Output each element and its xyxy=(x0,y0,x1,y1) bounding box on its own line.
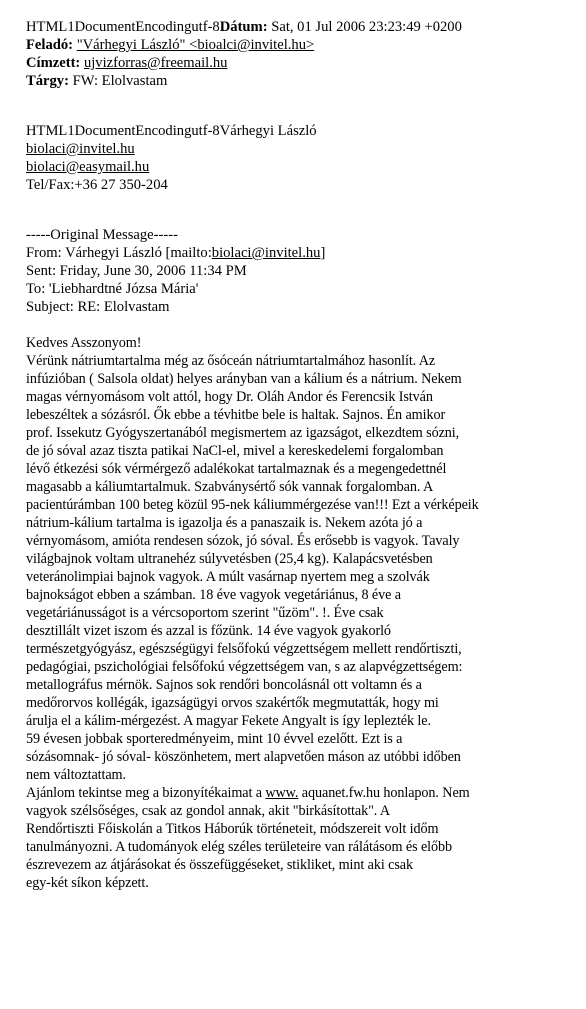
body-line: lévő étkezési sók vérmérgező adalékokat tartalmaznak és a megengedettnél xyxy=(26,461,447,477)
signature-block xyxy=(26,122,582,194)
body-line: világbajnok voltam ultranehéz súlyvetésben (25,4 kg). Kalapácsvetésben xyxy=(26,551,433,567)
message-body xyxy=(26,334,582,892)
body-line: nátrium-kálium tartalma is igazolja és a panaszaik is. Nekem azóta jó a xyxy=(26,515,423,531)
body-line: Rendőrtiszti Főiskolán a Titkos Háborúk történeteit, módszereit volt időm xyxy=(26,821,439,837)
original-from-close: ] xyxy=(320,245,326,261)
to-line xyxy=(26,54,582,72)
body-line: vagyok szélsőséges, csak az gondol annak, akit "birkásítottak". A xyxy=(26,803,391,819)
body-line: infúzióban ( Salsola oldat) helyes arányban van a kálium és a nátrium. Nekem xyxy=(26,371,462,387)
body-line-with-link xyxy=(26,784,582,802)
body-line: pedagógiai, pszichológiai felsőfokú végzettségem van, s az alapvégzettségem: xyxy=(26,659,463,675)
body-line: észrevezem az átjárásokat és összefüggéseket, stikliket, mint aki csak xyxy=(26,857,413,873)
original-message-header xyxy=(26,226,582,316)
body-line: nem változtattam. xyxy=(26,767,126,783)
body-line: sózásomnak- jó sóval- köszönhetem, mert alapvetően máson az utóbbi időben xyxy=(26,749,461,765)
body-line: de jó sóval azaz tiszta patikai NaCl-el, mivel a kereskedelemi forgalomban xyxy=(26,443,444,459)
original-from-link[interactable]: biolaci@invitel.hu xyxy=(211,245,321,261)
subject-value: FW: Elolvastam xyxy=(72,73,168,89)
greeting: Kedves Asszonyom! xyxy=(26,335,142,351)
from-line xyxy=(26,36,582,54)
original-from xyxy=(26,244,582,262)
signature-email-2[interactable]: biolaci@easymail.hu xyxy=(26,159,150,175)
body-line: Vérünk nátriumtartalma még az ősóceán nátriumtartalmához hasonlít. Az xyxy=(26,353,436,369)
body-line: tanulmányozni. A tudományok elég széles területeire van rálátásom és előbb xyxy=(26,839,452,855)
body-line: bajnokságot ebben a számban. 18 éve vagyok vegetáriánus, 8 éve a xyxy=(26,587,401,603)
original-from-text: From: Várhegyi László [mailto: xyxy=(26,245,212,261)
original-sent: Sent: Friday, June 30, 2006 11:34 PM xyxy=(26,263,247,279)
body-line: egy-két síkon képzett. xyxy=(26,875,149,891)
body-line: árulja el a kálim-mérgezést. A magyar Fekete Angyalt is így leplezték le. xyxy=(26,713,431,729)
signature-email-1[interactable]: biolaci@invitel.hu xyxy=(26,141,135,157)
email-document xyxy=(26,18,582,892)
body-line: magasabb a káliumtartalmuk. Szabványsértő sók vannak forgalomban. A xyxy=(26,479,434,495)
date-label: Dátum: xyxy=(219,19,268,35)
to-label: Címzett: xyxy=(26,55,81,71)
body-line: lebeszéltek a sózásról. Ők ebbe a tévhitbe bele is haltak. Sajnos. Én amikor xyxy=(26,407,446,423)
from-address-link[interactable]: "Várhegyi László" <bioalci@invitel.hu> xyxy=(76,37,315,53)
website-link[interactable]: www. xyxy=(265,785,299,801)
p2-text-after: aquanet.fw.hu honlapon. Nem xyxy=(298,785,470,801)
p2-text-before: Ajánlom tekintse meg a bizonyítékaimat a xyxy=(26,785,266,801)
body-line: prof. Issekutz Gyógyszertanából megismertem az igazságot, elkezdtem sózni, xyxy=(26,425,460,441)
body-line: vegetáriánusságot is a vércsoportom szerint "űzöm". !. Éve csak xyxy=(26,605,384,621)
body-line: magas vérnyomásom volt attól, hogy Dr. Oláh Andor és Ferencsik István xyxy=(26,389,433,405)
original-to: To: 'Liebhardtné Józsa Mária' xyxy=(26,281,199,297)
to-address-link[interactable]: ujvizforras@freemail.hu xyxy=(83,55,228,71)
body-line: vérnyomásom, amióta rendesen sózok, jó sóval. És erősebb is vagyok. Tavaly xyxy=(26,533,460,549)
body-line: veteránolimpiai bajnok vagyok. A múlt vasárnap nyertem meg a szolvák xyxy=(26,569,430,585)
date-line xyxy=(26,18,582,36)
email-header xyxy=(26,18,582,90)
body-line: metallográfus mérnök. Sajnos sok rendőri boncolásnál ott voltamn és a xyxy=(26,677,422,693)
signature-telfax: Tel/Fax:+36 27 350-204 xyxy=(26,177,168,193)
signature-name: HTML1DocumentEncodingutf-8Várhegyi László xyxy=(26,123,317,139)
body-line: pacientúrámban 100 beteg közül 95-nek káliummérgezése van!!! Ezt a vérképeik xyxy=(26,497,479,513)
body-line: desztillált vizet iszom és azzal is főzünk. 14 éve vagyok gyakorló xyxy=(26,623,391,639)
subject-line xyxy=(26,72,582,90)
date-value: Sat, 01 Jul 2006 23:23:49 +0200 xyxy=(271,19,462,35)
subject-label: Tárgy: xyxy=(26,73,69,89)
original-separator: -----Original Message----- xyxy=(26,227,178,243)
date-prefix: HTML1DocumentEncodingutf-8 xyxy=(26,19,220,35)
body-line: természetgyógyász, egészségügyi felsőfokú végzettségem mellett rendőrtiszti, xyxy=(26,641,462,657)
body-line: medőrorvos kollégák, igazságügyi orvos szakértők megmutatták, hogy mi xyxy=(26,695,439,711)
from-label: Feladó: xyxy=(26,37,74,53)
body-line: 59 évesen jobbak sporteredményeim, mint 10 évvel ezelőtt. Ezt is a xyxy=(26,731,403,747)
original-subject: Subject: RE: Elolvastam xyxy=(26,299,170,315)
